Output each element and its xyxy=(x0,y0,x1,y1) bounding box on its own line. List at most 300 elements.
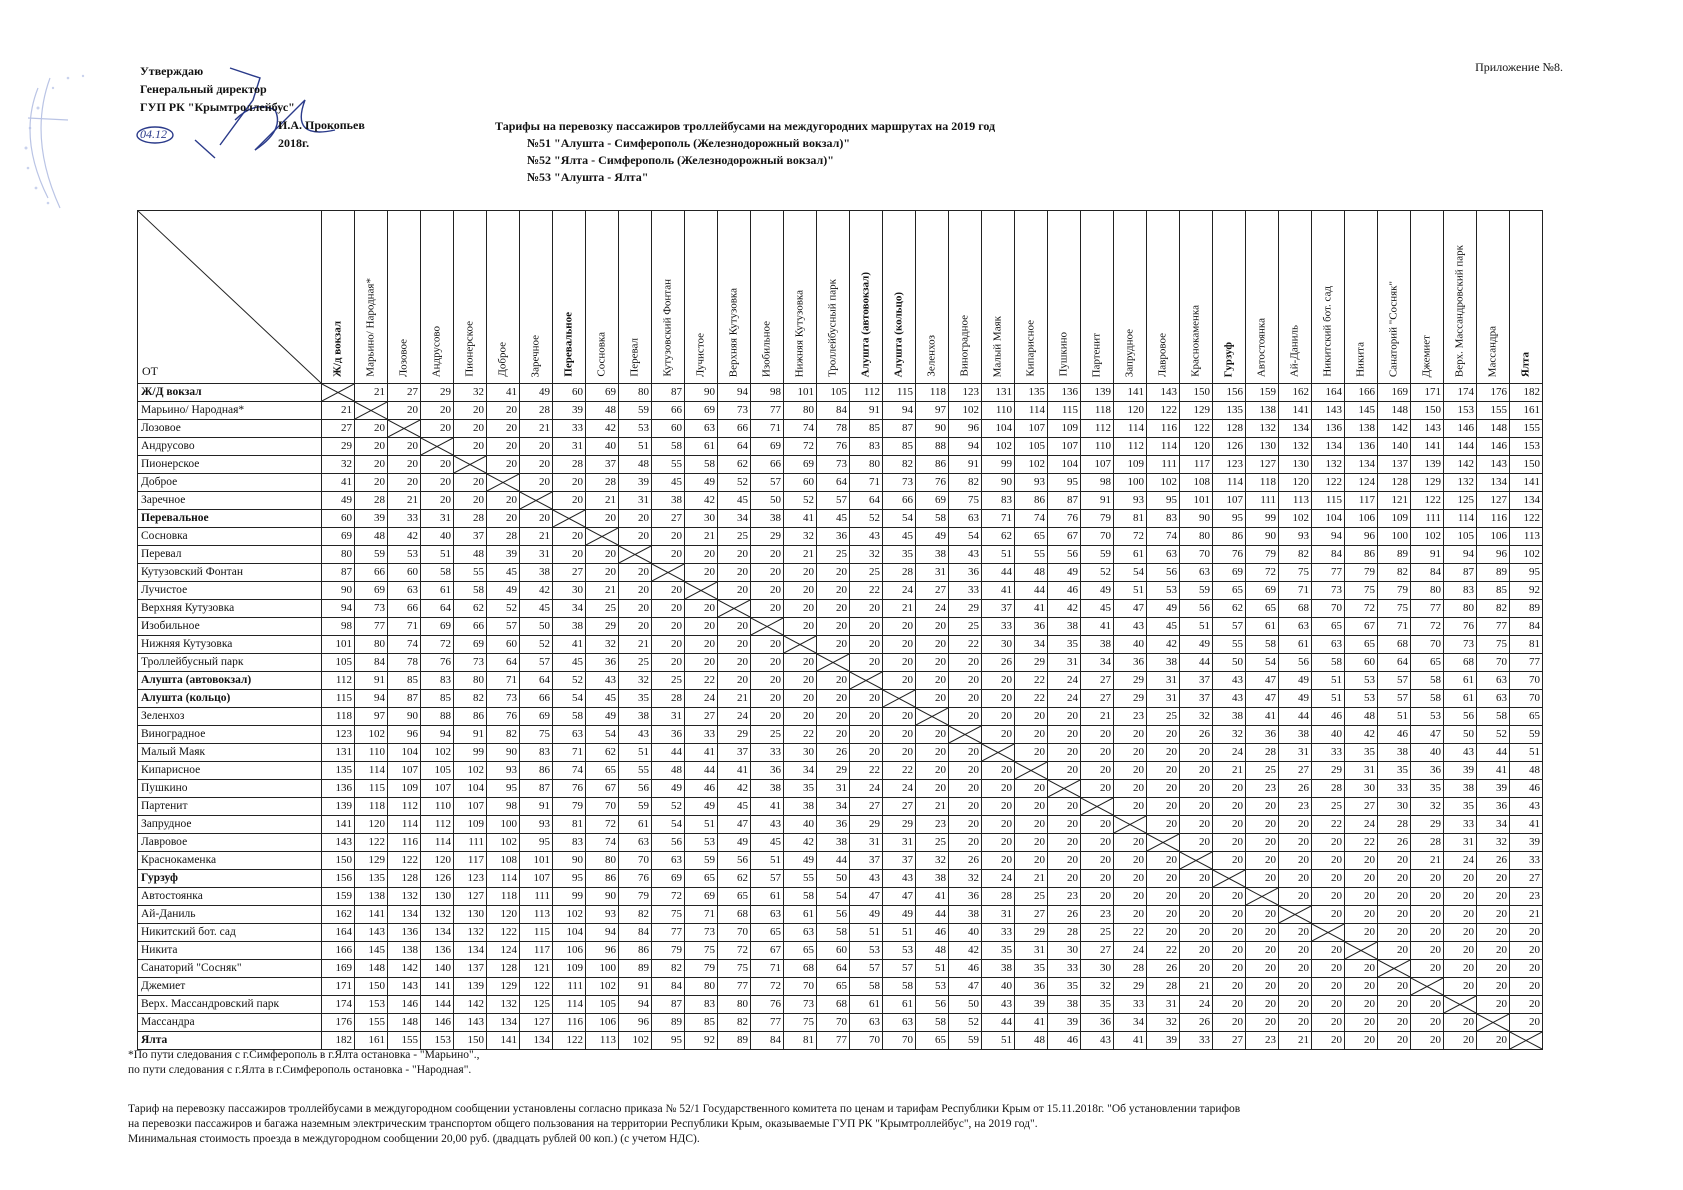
fare-cell: 47 xyxy=(850,888,883,906)
fare-cell: 20 xyxy=(1246,924,1279,942)
fare-cell: 120 xyxy=(421,852,454,870)
fare-cell: 20 xyxy=(1444,1014,1477,1032)
fare-cell: 25 xyxy=(916,834,949,852)
fare-cell: 118 xyxy=(916,384,949,402)
fare-cell: 51 xyxy=(1312,672,1345,690)
fare-cell: 75 xyxy=(1477,636,1510,654)
fare-cell: 38 xyxy=(1048,618,1081,636)
fare-cell: 68 xyxy=(718,906,751,924)
fare-cell: 94 xyxy=(883,402,916,420)
fare-cell: 20 xyxy=(949,834,982,852)
fare-cell: 44 xyxy=(1279,708,1312,726)
fare-cell: 74 xyxy=(553,762,586,780)
fare-cell: 20 xyxy=(1048,762,1081,780)
fare-cell: 63 xyxy=(1147,546,1180,564)
fare-cell: 23 xyxy=(1246,1032,1279,1050)
fare-cell: 20 xyxy=(454,474,487,492)
fare-cell: 122 xyxy=(553,1032,586,1050)
fare-cell: 45 xyxy=(652,474,685,492)
fare-cell: 50 xyxy=(1213,654,1246,672)
fare-cell: 20 xyxy=(652,528,685,546)
fare-cell: 64 xyxy=(817,474,850,492)
fare-cell: 70 xyxy=(1510,672,1543,690)
fare-cell: 63 xyxy=(553,726,586,744)
fare-cell: 83 xyxy=(520,744,553,762)
fare-cell: 20 xyxy=(1411,1014,1444,1032)
fare-cell: 20 xyxy=(1180,960,1213,978)
fare-cell: 45 xyxy=(817,510,850,528)
fare-cell: 53 xyxy=(1345,672,1378,690)
fare-cell: 86 xyxy=(586,870,619,888)
fare-cell: 20 xyxy=(751,672,784,690)
fare-cell: 51 xyxy=(883,924,916,942)
fare-cell: 20 xyxy=(652,582,685,600)
fare-cell: 46 xyxy=(916,924,949,942)
fare-cell: 45 xyxy=(718,798,751,816)
fare-cell: 25 xyxy=(1312,798,1345,816)
fare-cell: 65 xyxy=(916,1032,949,1050)
column-header-label: Запрудное xyxy=(1123,328,1136,377)
fare-cell: 135 xyxy=(322,762,355,780)
fare-cell: 113 xyxy=(586,1032,619,1050)
fare-cell: 20 xyxy=(949,690,982,708)
fare-cell: 21 xyxy=(355,384,388,402)
fare-cell: 27 xyxy=(1279,762,1312,780)
table-row xyxy=(138,1032,1543,1050)
fare-cell: 111 xyxy=(553,978,586,996)
column-header xyxy=(784,211,817,384)
fare-cell: 33 xyxy=(1180,1032,1213,1050)
corner-label: ОТ xyxy=(142,364,158,378)
approval-line-2: Генеральный директор xyxy=(140,82,267,96)
fare-cell: 20 xyxy=(1477,924,1510,942)
fare-cell: 38 xyxy=(1081,636,1114,654)
fare-cell: 66 xyxy=(355,564,388,582)
fare-cell: 20 xyxy=(1411,960,1444,978)
fare-cell: 65 xyxy=(751,924,784,942)
row-label: Автостоянка xyxy=(138,888,322,906)
fare-cell: 20 xyxy=(652,546,685,564)
fare-cell: 53 xyxy=(883,942,916,960)
fare-cell: 32 xyxy=(949,870,982,888)
fare-cell: 38 xyxy=(520,564,553,582)
fare-cell: 20 xyxy=(1246,996,1279,1014)
fare-cell: 94 xyxy=(355,690,388,708)
fare-cell: 58 xyxy=(850,978,883,996)
column-header xyxy=(916,211,949,384)
column-header xyxy=(355,211,388,384)
fare-cell: 64 xyxy=(1378,654,1411,672)
column-header-label: Марьино/ Народная* xyxy=(364,278,377,377)
fare-cell: 20 xyxy=(1345,960,1378,978)
fare-cell: 20 xyxy=(421,492,454,510)
fare-cell: 134 xyxy=(388,906,421,924)
fare-cell: 20 xyxy=(1081,726,1114,744)
fare-cell: 30 xyxy=(1345,780,1378,798)
fare-cell: 45 xyxy=(553,654,586,672)
fare-cell: 159 xyxy=(1246,384,1279,402)
fare-cell: 21 xyxy=(883,600,916,618)
fare-cell: 56 xyxy=(1279,654,1312,672)
fare-cell: 75 xyxy=(652,906,685,924)
fare-cell: 22 xyxy=(850,762,883,780)
fare-cell: 142 xyxy=(1444,456,1477,474)
column-header-label: Никитский бот. сад xyxy=(1321,286,1334,377)
fare-cell: 80 xyxy=(718,996,751,1014)
fare-cell: 96 xyxy=(1477,546,1510,564)
header-row xyxy=(138,211,1543,384)
fare-cell: 20 xyxy=(1378,852,1411,870)
fare-cell: 63 xyxy=(388,582,421,600)
fare-cell: 20 xyxy=(1312,942,1345,960)
fare-cell: 46 xyxy=(1048,582,1081,600)
fare-cell: 111 xyxy=(520,888,553,906)
fare-cell: 144 xyxy=(421,996,454,1014)
fare-cell: 83 xyxy=(1147,510,1180,528)
fare-cell: 38 xyxy=(1048,996,1081,1014)
fare-cell: 20 xyxy=(1147,870,1180,888)
fare-cell: 92 xyxy=(1510,582,1543,600)
fare-cell: 36 xyxy=(751,762,784,780)
fare-cell: 20 xyxy=(718,672,751,690)
fare-cell: 102 xyxy=(619,1032,652,1050)
fare-cell: 72 xyxy=(1345,600,1378,618)
fare-cell: 34 xyxy=(553,600,586,618)
fare-cell: 117 xyxy=(454,852,487,870)
fare-cell: 52 xyxy=(784,492,817,510)
fare-cell: 114 xyxy=(388,816,421,834)
fare-cell: 24 xyxy=(1345,816,1378,834)
fare-cell: 20 xyxy=(1312,960,1345,978)
fare-cell: 20 xyxy=(553,474,586,492)
fare-cell: 61 xyxy=(421,582,454,600)
fare-cell: 123 xyxy=(949,384,982,402)
fare-cell: 57 xyxy=(751,474,784,492)
fare-cell: 20 xyxy=(949,654,982,672)
fare-cell: 134 xyxy=(454,942,487,960)
fare-cell: 90 xyxy=(1246,528,1279,546)
fare-cell: 84 xyxy=(1510,618,1543,636)
fare-cell: 134 xyxy=(1345,456,1378,474)
fare-cell: 20 xyxy=(1180,798,1213,816)
fare-cell: 57 xyxy=(751,870,784,888)
table-row xyxy=(138,402,1543,420)
fare-cell: 21 xyxy=(1510,906,1543,924)
table-row xyxy=(138,888,1543,906)
fare-cell: 112 xyxy=(1114,438,1147,456)
fare-cell: 34 xyxy=(1081,654,1114,672)
fare-cell: 53 xyxy=(916,978,949,996)
fare-cell: 20 xyxy=(421,474,454,492)
fare-cell: 24 xyxy=(916,600,949,618)
row-label: Ж/Д вокзал xyxy=(138,384,322,402)
fare-cell: 44 xyxy=(1180,654,1213,672)
fare-cell: 90 xyxy=(487,744,520,762)
fare-cell: 34 xyxy=(1015,636,1048,654)
fare-cell: 20 xyxy=(1180,870,1213,888)
fare-cell: 20 xyxy=(1048,798,1081,816)
fare-cell: 21 xyxy=(784,546,817,564)
fare-cell: 20 xyxy=(949,708,982,726)
fare-cell: 20 xyxy=(1213,1014,1246,1032)
fare-cell: 25 xyxy=(949,618,982,636)
diagonal-cell xyxy=(553,510,586,528)
fare-cell: 156 xyxy=(322,870,355,888)
fare-cell: 20 xyxy=(1081,834,1114,852)
fare-cell: 37 xyxy=(454,528,487,546)
fare-cell: 82 xyxy=(652,960,685,978)
fare-cell: 141 xyxy=(1279,402,1312,420)
fare-cell: 48 xyxy=(619,456,652,474)
fare-cell: 77 xyxy=(652,924,685,942)
fare-cell: 21 xyxy=(1180,978,1213,996)
table-row xyxy=(138,1014,1543,1032)
fare-cell: 28 xyxy=(1411,834,1444,852)
fare-cell: 20 xyxy=(1510,1014,1543,1032)
fare-cell: 41 xyxy=(751,798,784,816)
fare-cell: 96 xyxy=(949,420,982,438)
fare-cell: 124 xyxy=(487,942,520,960)
fare-cell: 33 xyxy=(1378,780,1411,798)
fare-cell: 176 xyxy=(322,1014,355,1032)
fare-cell: 94 xyxy=(586,924,619,942)
fare-cell: 67 xyxy=(1345,618,1378,636)
fare-cell: 20 xyxy=(454,420,487,438)
fare-cell: 57 xyxy=(1378,690,1411,708)
diagonal-cell xyxy=(718,600,751,618)
fare-cell: 27 xyxy=(1081,690,1114,708)
fare-cell: 55 xyxy=(619,762,652,780)
column-header-label: Краснокаменка xyxy=(1189,305,1202,377)
fare-cell: 23 xyxy=(1510,888,1543,906)
fare-cell: 20 xyxy=(1378,978,1411,996)
row-label: Джемиет xyxy=(138,978,322,996)
fare-cell: 20 xyxy=(553,528,586,546)
fare-cell: 120 xyxy=(1180,438,1213,456)
fare-cell: 130 xyxy=(421,888,454,906)
fare-cell: 20 xyxy=(982,780,1015,798)
row-label: Заречное xyxy=(138,492,322,510)
fare-cell: 31 xyxy=(1147,690,1180,708)
fare-cell: 39 xyxy=(1477,780,1510,798)
fare-cell: 49 xyxy=(487,582,520,600)
fare-cell: 87 xyxy=(1444,564,1477,582)
fare-cell: 20 xyxy=(1147,726,1180,744)
fare-cell: 63 xyxy=(850,1014,883,1032)
fare-cell: 75 xyxy=(1378,600,1411,618)
fare-cell: 20 xyxy=(1147,816,1180,834)
row-label: Никитский бот. сад xyxy=(138,924,322,942)
fare-cell: 70 xyxy=(619,852,652,870)
fare-cell: 94 xyxy=(421,726,454,744)
table-row xyxy=(138,780,1543,798)
fare-cell: 20 xyxy=(1147,852,1180,870)
fare-cell: 29 xyxy=(1015,654,1048,672)
diagonal-cell xyxy=(1411,978,1444,996)
fare-cell: 72 xyxy=(586,816,619,834)
fare-cell: 49 xyxy=(1279,690,1312,708)
fare-cell: 70 xyxy=(1312,600,1345,618)
fare-cell: 20 xyxy=(1444,870,1477,888)
fare-cell: 115 xyxy=(355,780,388,798)
fare-cell: 25 xyxy=(718,528,751,546)
fare-cell: 90 xyxy=(685,384,718,402)
fare-cell: 52 xyxy=(1477,726,1510,744)
fare-cell: 72 xyxy=(751,978,784,996)
fare-cell: 72 xyxy=(652,888,685,906)
fare-cell: 20 xyxy=(454,402,487,420)
fare-cell: 75 xyxy=(1345,582,1378,600)
route-51: №51 "Алушта - Симферополь (Железнодорожный вокзал)" xyxy=(527,136,851,150)
fare-cell: 34 xyxy=(817,798,850,816)
fare-cell: 20 xyxy=(850,654,883,672)
fare-cell: 66 xyxy=(520,690,553,708)
fare-cell: 29 xyxy=(1114,690,1147,708)
column-header xyxy=(949,211,982,384)
fare-cell: 20 xyxy=(520,438,553,456)
fare-cell: 50 xyxy=(1444,726,1477,744)
fare-cell: 107 xyxy=(1081,456,1114,474)
fare-cell: 115 xyxy=(1312,492,1345,510)
fare-cell: 64 xyxy=(718,438,751,456)
fare-cell: 50 xyxy=(520,618,553,636)
fare-cell: 28 xyxy=(982,888,1015,906)
fare-cell: 20 xyxy=(1147,924,1180,942)
fare-cell: 99 xyxy=(1246,510,1279,528)
fare-cell: 49 xyxy=(1081,582,1114,600)
fare-cell: 110 xyxy=(982,402,1015,420)
fare-cell: 64 xyxy=(421,600,454,618)
fare-cell: 136 xyxy=(322,780,355,798)
fare-cell: 31 xyxy=(520,546,553,564)
fare-cell: 60 xyxy=(388,564,421,582)
fare-cell: 65 xyxy=(1312,618,1345,636)
fare-cell: 169 xyxy=(1378,384,1411,402)
fare-cell: 20 xyxy=(850,618,883,636)
fare-cell: 93 xyxy=(520,816,553,834)
fare-cell: 33 xyxy=(949,582,982,600)
fare-cell: 20 xyxy=(1378,996,1411,1014)
column-header-label: Лозовое xyxy=(397,338,410,377)
fare-cell: 26 xyxy=(949,852,982,870)
fare-cell: 20 xyxy=(982,798,1015,816)
fare-cell: 136 xyxy=(421,942,454,960)
fare-cell: 73 xyxy=(355,600,388,618)
fare-cell: 86 xyxy=(619,942,652,960)
fare-cell: 20 xyxy=(1279,924,1312,942)
fare-cell: 132 xyxy=(487,996,520,1014)
fare-cell: 20 xyxy=(1147,762,1180,780)
fare-cell: 20 xyxy=(1477,870,1510,888)
fare-cell: 48 xyxy=(1510,762,1543,780)
column-header xyxy=(1246,211,1279,384)
fare-cell: 51 xyxy=(850,924,883,942)
fare-cell: 129 xyxy=(1180,402,1213,420)
column-header xyxy=(421,211,454,384)
fare-cell: 31 xyxy=(1345,762,1378,780)
fare-cell: 29 xyxy=(586,618,619,636)
fare-cell: 33 xyxy=(1114,996,1147,1014)
row-label: Кутузовский Фонтан xyxy=(138,564,322,582)
fare-cell: 35 xyxy=(1444,798,1477,816)
fare-cell: 64 xyxy=(817,960,850,978)
fare-cell: 26 xyxy=(1048,906,1081,924)
fare-cell: 33 xyxy=(388,510,421,528)
fare-cell: 75 xyxy=(949,492,982,510)
fare-cell: 156 xyxy=(1213,384,1246,402)
column-header xyxy=(1213,211,1246,384)
fare-cell: 20 xyxy=(949,744,982,762)
fare-cell: 130 xyxy=(454,906,487,924)
fare-cell: 86 xyxy=(1345,546,1378,564)
fare-cell: 20 xyxy=(982,708,1015,726)
fare-cell: 20 xyxy=(1411,906,1444,924)
fare-cell: 60 xyxy=(487,636,520,654)
fare-cell: 77 xyxy=(1510,654,1543,672)
fare-cell: 49 xyxy=(784,852,817,870)
fare-cell: 40 xyxy=(421,528,454,546)
fare-cell: 70 xyxy=(817,1014,850,1032)
fare-cell: 20 xyxy=(1312,996,1345,1014)
fare-cell: 41 xyxy=(784,510,817,528)
fare-cell: 76 xyxy=(553,780,586,798)
fare-cell: 61 xyxy=(883,996,916,1014)
fare-cell: 69 xyxy=(586,384,619,402)
fare-cell: 95 xyxy=(1510,564,1543,582)
fare-cell: 50 xyxy=(817,870,850,888)
fare-cell: 114 xyxy=(1015,402,1048,420)
fare-cell: 105 xyxy=(421,762,454,780)
fare-cell: 20 xyxy=(1477,996,1510,1014)
fare-cell: 30 xyxy=(784,744,817,762)
fare-cell: 143 xyxy=(322,834,355,852)
fare-cell: 112 xyxy=(1081,420,1114,438)
fare-cell: 20 xyxy=(1213,996,1246,1014)
fare-cell: 25 xyxy=(751,726,784,744)
fare-cell: 58 xyxy=(784,888,817,906)
fare-cell: 20 xyxy=(784,672,817,690)
fare-cell: 20 xyxy=(1279,888,1312,906)
fare-cell: 52 xyxy=(718,474,751,492)
fare-cell: 20 xyxy=(1213,924,1246,942)
fare-cell: 33 xyxy=(1444,816,1477,834)
fare-cell: 20 xyxy=(1180,762,1213,780)
fare-cell: 20 xyxy=(1279,852,1312,870)
fare-cell: 20 xyxy=(388,402,421,420)
fare-cell: 20 xyxy=(1015,780,1048,798)
fare-cell: 20 xyxy=(1345,852,1378,870)
fare-cell: 24 xyxy=(850,780,883,798)
fare-cell: 32 xyxy=(586,636,619,654)
column-header-label: Кутузовский Фонтан xyxy=(661,279,674,377)
fare-cell: 82 xyxy=(1279,546,1312,564)
fare-cell: 82 xyxy=(718,1014,751,1032)
fare-cell: 30 xyxy=(553,582,586,600)
fare-cell: 114 xyxy=(487,870,520,888)
fare-cell: 43 xyxy=(982,996,1015,1014)
fare-cell: 99 xyxy=(454,744,487,762)
tariff-note-line-1: Тариф на перевозку пассажиров троллейбусами в междугородном сообщении установлены согласно приказа № 52/1 Государственного комитета по ценам и тарифам Республики Крым от 15.11.2018г. "Об установлении тарифов xyxy=(128,1103,1241,1115)
fare-cell: 136 xyxy=(1345,438,1378,456)
fare-cell: 96 xyxy=(1345,528,1378,546)
fare-cell: 58 xyxy=(1246,636,1279,654)
fare-cell: 20 xyxy=(784,618,817,636)
fare-cell: 132 xyxy=(1279,438,1312,456)
fare-cell: 26 xyxy=(1477,852,1510,870)
fare-cell: 21 xyxy=(586,492,619,510)
fare-cell: 63 xyxy=(883,1014,916,1032)
fare-cell: 23 xyxy=(1048,888,1081,906)
